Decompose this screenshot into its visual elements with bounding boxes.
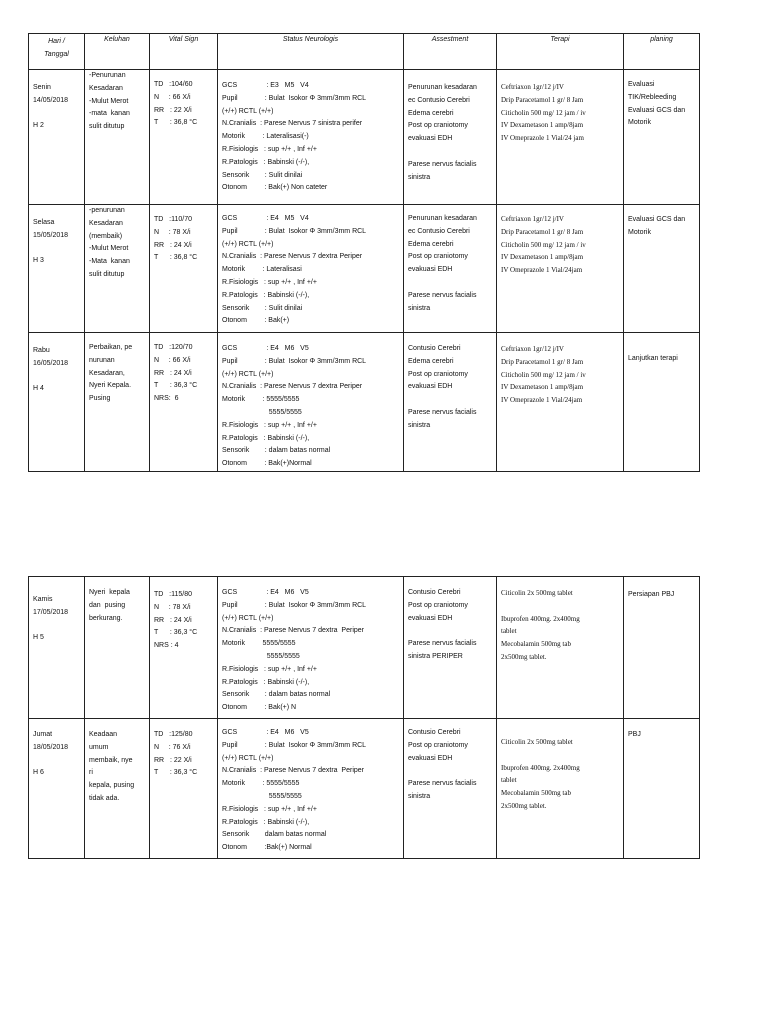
header-assessment: Assestment bbox=[404, 34, 497, 70]
header-vital-sign: Vital Sign bbox=[150, 34, 218, 70]
day-cell: Jumat 18/05/2018 H 6 bbox=[29, 719, 85, 859]
vital-sign-cell: TD :125/80 N : 76 X/i RR : 22 X/i T : 36,3 °C bbox=[150, 719, 218, 859]
day-cell: Kamis 17/05/2018 H 5 bbox=[29, 577, 85, 719]
neuro-status-cell: GCS : E3 M5 V4 Pupil : Bulat Isokor Φ 3mm/3mm RCL (+/+) RCTL (+/+) N.Cranialis : Parese Nervus 7 sinistra perifer Motorik : Lateralisasi(-) R.Fisiologis : sup +/+ , Inf +/+ R.Patologis : Babinski (-/-), Sensorik : Sulit dinilai Otonom : Bak(+) Non cateter bbox=[218, 70, 404, 205]
vital-sign-cell: TD :115/80 N : 78 X/i RR : 24 X/i T : 36,3 °C NRS : 4 bbox=[150, 577, 218, 719]
assessment-cell: Penurunan kesadaran ec Contusio Cerebri Edema cerebri Post op craniotomy evakuasi EDH Parese nervus facialis sinistra bbox=[404, 70, 497, 205]
assessment-cell: Contusio Cerebri Edema cerebri Post op craniotomy evakuasi EDH Parese nervus facialis sinistra bbox=[404, 333, 497, 472]
header-keluhan: Keluhan bbox=[85, 34, 150, 70]
assessment-cell: Contusio Cerebri Post op craniotomy evakuasi EDH Parese nervus facialis sinistra PERIPER bbox=[404, 577, 497, 719]
neuro-status-cell: GCS : E4 M6 V5 Pupil : Bulat Isokor Φ 3mm/3mm RCL (+/+) RCTL (+/+) N.Cranialis : Parese Nervus 7 dextra Periper Motorik : 5555/5555 5555/5555 R.Fisiologis : sup +/+ , Inf +/+ R.Patologis : Babinski (-/-), Sensorik : dalam batas normal Otonom : Bak(+)Normal bbox=[218, 333, 404, 472]
plan-cell: Evaluasi GCS dan Motorik bbox=[624, 205, 700, 333]
header-hari-tanggal: Hari / Tanggal bbox=[29, 34, 85, 70]
header-row bbox=[29, 34, 700, 70]
header-terapi: Terapi bbox=[497, 34, 624, 70]
table-row bbox=[29, 577, 700, 719]
therapy-cell: Ceftriaxon 1gr/12 j/IV Drip Paracetamol 1 gr/ 8 Jam Citicholin 500 mg/ 12 jam / iv IV Dexametason 1 amp/8jam IV Omeprazole 1 Vial/24jam bbox=[497, 205, 624, 333]
neuro-status-cell: GCS : E4 M6 V5 Pupil : Bulat Isokor Φ 3mm/3mm RCL (+/+) RCTL (+/+) N.Cranialis : Parese Nervus 7 dextra Periper Motorik 5555/5555 5555/5555 R.Fisiologis : sup +/+ , Inf +/+ R.Patologis : Babinski (-/-), Sensorik : dalam batas normal Otonom : Bak(+) N bbox=[218, 577, 404, 719]
table-row bbox=[29, 205, 700, 333]
therapy-cell: Citicolin 2x 500mg tablet Ibuprofen 400mg. 2x400mg tablet Mecobalamin 500mg tab 2x500mg tablet. bbox=[497, 719, 624, 859]
keluhan-cell: -penurunan Kesadaran (membaik) -Mulut Merot -Mata kanan sulit ditutup bbox=[85, 205, 150, 333]
table-row bbox=[29, 70, 700, 205]
plan-cell: Evaluasi TIK/Rebleeding Evaluasi GCS dan Motorik bbox=[624, 70, 700, 205]
therapy-cell: Ceftriaxon 1gr/12 j/IV Drip Paracetamol 1 gr/ 8 Jam Citicholin 500 mg/ 12 jam / iv IV Dexametason 1 amp/8jam IV Omeprazole 1 Vial/24 jam bbox=[497, 70, 624, 205]
vital-sign-cell: TD :110/70 N : 78 X/i RR : 24 X/i T : 36,8 °C bbox=[150, 205, 218, 333]
day-cell: Rabu 16/05/2018 H 4 bbox=[29, 333, 85, 472]
therapy-cell: Citicolin 2x 500mg tablet Ibuprofen 400mg. 2x400mg tablet Mecobalamin 500mg tab 2x500mg tablet. bbox=[497, 577, 624, 719]
assessment-cell: Penurunan kesadaran ec Contusio Cerebri Edema cerebri Post op craniotomy evakuasi EDH Parese nervus facialis sinistra bbox=[404, 205, 497, 333]
table-row bbox=[29, 333, 700, 472]
keluhan-cell: Perbaikan, pe nurunan Kesadaran, Nyeri Kepala. Pusing bbox=[85, 333, 150, 472]
header-planing: planing bbox=[624, 34, 700, 70]
day-cell: Senin 14/05/2018 H 2 bbox=[29, 70, 85, 205]
vital-sign-cell: TD :104/60 N : 66 X/i RR : 22 X/i T : 36,8 °C bbox=[150, 70, 218, 205]
keluhan-cell: Keadaan umum membaik, nye ri kepala, pusing tidak ada. bbox=[85, 719, 150, 859]
assessment-cell: Contusio Cerebri Post op craniotomy evakuasi EDH Parese nervus facialis sinistra bbox=[404, 719, 497, 859]
header-status-neurologis: Status Neurologis bbox=[218, 34, 404, 70]
plan-cell: Persiapan PBJ bbox=[624, 577, 700, 719]
soap-table-page-bottom bbox=[28, 576, 700, 859]
day-cell: Selasa 15/05/2018 H 3 bbox=[29, 205, 85, 333]
neuro-status-cell: GCS : E4 M5 V4 Pupil : Bulat Isokor Φ 3mm/3mm RCL (+/+) RCTL (+/+) N.Cranialis : Parese Nervus 7 dextra Periper Motorik : Lateralisasi R.Fisiologis : sup +/+ , Inf +/+ R.Patologis : Babinski (-/-), Sensorik : Sulit dinilai Otonom : Bak(+) bbox=[218, 205, 404, 333]
therapy-cell: Ceftriaxon 1gr/12 j/IV Drip Paracetamol 1 gr/ 8 Jam Citicholin 500 mg/ 12 jam / iv IV Dexametason 1 amp/8jam IV Omeprazole 1 Vial/24jam bbox=[497, 333, 624, 472]
keluhan-cell: Nyeri kepala dan pusing berkurang. bbox=[85, 577, 150, 719]
keluhan-cell: -Penurunan Kesadaran -Mulut Merot -mata kanan sulit ditutup bbox=[85, 70, 150, 205]
plan-cell: Lanjutkan terapi bbox=[624, 333, 700, 472]
table-row bbox=[29, 719, 700, 859]
soap-table-page-top bbox=[28, 33, 700, 472]
vital-sign-cell: TD :120/70 N : 66 X/i RR : 24 X/i T : 36,3 °C NRS: 6 bbox=[150, 333, 218, 472]
neuro-status-cell: GCS : E4 M6 V5 Pupil : Bulat Isokor Φ 3mm/3mm RCL (+/+) RCTL (+/+) N.Cranialis : Parese Nervus 7 dextra Periper Motorik : 5555/5555 5555/5555 R.Fisiologis : sup +/+ , Inf +/+ R.Patologis : Babinski (-/-), Sensorik dalam batas normal Otonom :Bak(+) Normal bbox=[218, 719, 404, 859]
plan-cell: PBJ bbox=[624, 719, 700, 859]
